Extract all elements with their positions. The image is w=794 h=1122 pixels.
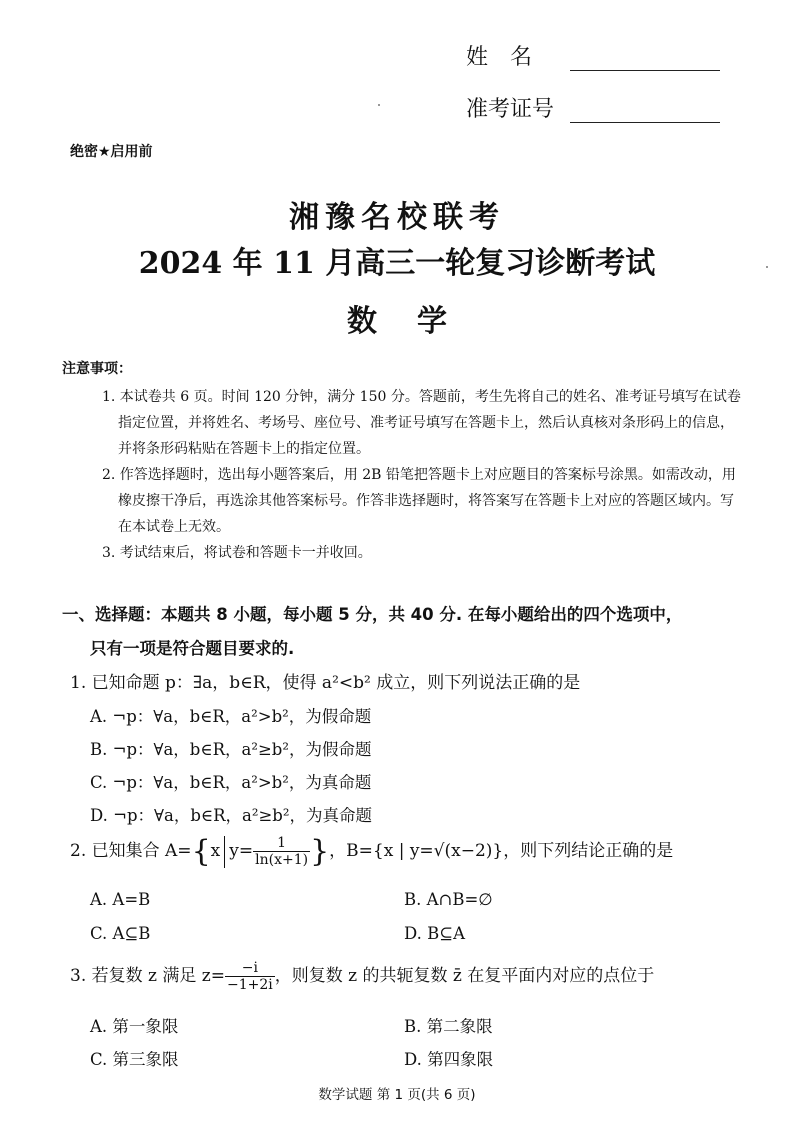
option-b: B. 第二象限 [404, 1017, 493, 1036]
option-c: C. ¬p：∀a，b∈R，a²>b²，为真命题 [90, 773, 372, 792]
set-condition: y= [229, 841, 254, 861]
fraction [253, 835, 310, 868]
section-line: 只有一项是符合题目要求的. [90, 639, 295, 658]
section-heading [62, 598, 734, 666]
confidential-mark: 绝密★启用前 [70, 144, 153, 160]
question-stem [70, 960, 654, 993]
exam-id-field [466, 92, 554, 126]
option-c: C. 第三象限 [90, 1050, 179, 1069]
option-d: D. B⊆A [404, 924, 465, 943]
subject-title: 数学 [347, 304, 487, 339]
notes-heading: 注意事项： [62, 361, 132, 377]
fraction-numerator: −i [225, 960, 275, 977]
fraction-numerator: 1 [253, 835, 310, 852]
exam-id-blank [570, 122, 720, 123]
option-d: D. ¬p：∀a，b∈R，a²≥b²，为真命题 [90, 806, 372, 825]
set-bar [224, 836, 225, 868]
exam-name-title: 2024 年 11 月高三一轮复习诊断考试 [138, 246, 656, 281]
note-item: 3. 考试结束后，将试卷和答题卡一并收回。 [102, 545, 372, 561]
fraction-denominator: ln(x+1) [255, 852, 309, 868]
brace-close: } [310, 834, 330, 869]
note-item: 2. 作答选择题时，选出每小题答案后，用 2B 铅笔把答题卡上对应题目的答案标号涂黑。如需改动，用橡皮擦干净后，再选涂其他答案标号。作答非选择题时，将答案写在答题卡上对应的答题区域内。写在本试卷上无效。 [102, 467, 736, 535]
question-stem: 1. 已知命题 p：∃a，b∈R，使得 a²<b² 成立，则下列说法正确的是 [70, 673, 581, 693]
scan-speck [378, 104, 380, 106]
section-line: 一、选择题：本题共 8 小题，每小题 5 分，共 40 分. 在每小题给出的四个选项中， [62, 605, 683, 624]
exam-id-label: 准考证号 [466, 97, 555, 122]
question-stem [70, 834, 673, 869]
page-footer: 数学试题 第 1 页(共 6 页) [318, 1087, 476, 1103]
name-label: 姓 名 [466, 45, 533, 70]
option-b: B. A∩B=∅ [404, 890, 493, 909]
name-blank [570, 70, 720, 71]
option-a: A. ¬p：∀a，b∈R，a²>b²，为假命题 [90, 707, 372, 726]
name-field [466, 40, 532, 74]
option-c: C. A⊆B [90, 924, 151, 943]
stem-suffix: ，B={x | y=√(x−2)}，则下列结论正确的是 [329, 841, 674, 861]
brace-open: { [191, 834, 211, 869]
note-item: 1. 本试卷共 6 页。时间 120 分钟，满分 150 分。答题前，考生先将自己的姓名、准考证号填写在试卷指定位置，并将姓名、考场号、座位号、准考证号填写在答题卡上，然后认真核对条形码上的信息，并将条形码粘贴在答题卡上的指定位置。 [102, 389, 741, 457]
stem-prefix: 3. 若复数 z 满足 z= [70, 966, 225, 986]
option-d: D. 第四象限 [404, 1050, 494, 1069]
set-variable: x [210, 841, 221, 861]
notes-list [102, 384, 742, 566]
stem-suffix: ，则复数 z 的共轭复数 z̄ 在复平面内对应的点位于 [274, 966, 655, 986]
option-a: A. 第一象限 [90, 1017, 179, 1036]
exam-org-title: 湘豫名校联考 [289, 200, 505, 235]
fraction [225, 960, 275, 993]
stem-prefix: 2. 已知集合 A= [70, 841, 192, 861]
option-a: A. A=B [90, 890, 151, 909]
fraction-denominator: −1+2i [227, 977, 273, 993]
option-b: B. ¬p：∀a，b∈R，a²≥b²，为假命题 [90, 740, 372, 759]
